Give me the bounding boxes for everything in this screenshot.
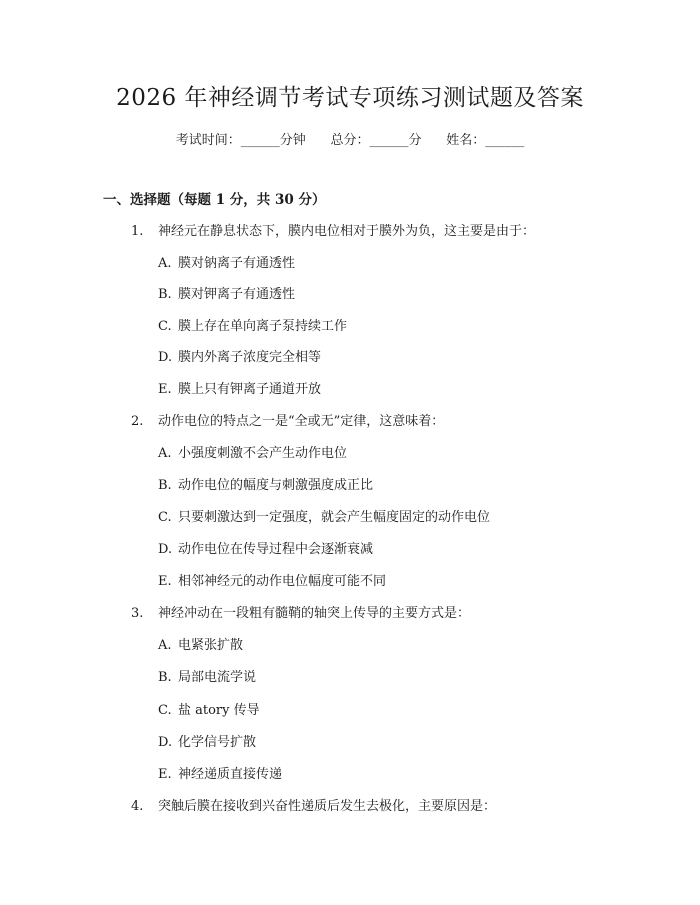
option-text: 动作电位在传导过程中会逐渐衰减 xyxy=(178,542,374,557)
option-1d xyxy=(158,348,321,368)
option-text: 化学信号扩散 xyxy=(178,735,257,750)
option-3d xyxy=(158,733,256,753)
option-3a xyxy=(158,636,243,656)
question-number: 4. xyxy=(131,799,144,814)
option-letter: D. xyxy=(158,735,173,750)
option-letter: E. xyxy=(158,382,172,397)
option-letter: B. xyxy=(158,478,172,493)
option-letter: E. xyxy=(158,574,172,589)
option-letter: E. xyxy=(158,767,172,782)
option-3e xyxy=(158,765,282,785)
question-2 xyxy=(131,412,444,432)
option-text: 电紧张扩散 xyxy=(178,638,244,653)
option-2d xyxy=(158,540,373,560)
option-1a xyxy=(158,254,295,274)
option-letter: C. xyxy=(158,319,172,334)
option-letter: D. xyxy=(158,350,173,365)
page-title: 2026 年神经调节考试专项练习测试题及答案 xyxy=(116,85,584,111)
question-3 xyxy=(131,604,470,624)
option-1b xyxy=(158,285,295,305)
option-text: 膜内外离子浓度完全相等 xyxy=(178,350,322,365)
option-letter: D. xyxy=(158,542,173,557)
question-number: 3. xyxy=(131,606,144,621)
option-3b xyxy=(158,668,256,688)
question-4 xyxy=(131,797,496,817)
option-text: 膜对钠离子有通透性 xyxy=(178,256,296,271)
option-1c xyxy=(158,317,347,337)
option-text: 动作电位的幅度与刺激强度成正比 xyxy=(178,478,374,493)
option-text: 只要刺激达到一定强度，就会产生幅度固定的动作电位 xyxy=(178,510,491,525)
option-2a xyxy=(158,444,347,464)
option-2b xyxy=(158,476,373,496)
option-3c xyxy=(158,701,260,721)
option-text: 相邻神经元的动作电位幅度可能不同 xyxy=(178,574,387,589)
option-text: 盐 atory 传导 xyxy=(178,703,260,718)
option-2e xyxy=(158,572,386,592)
option-2c xyxy=(158,508,490,528)
option-letter: B. xyxy=(158,287,172,302)
option-letter: C. xyxy=(158,510,172,525)
question-text: 神经冲动在一段粗有髓鞘的轴突上传导的主要方式是： xyxy=(158,606,471,621)
question-text: 神经元在静息状态下，膜内电位相对于膜外为负，这主要是由于： xyxy=(158,224,536,239)
question-number: 1. xyxy=(131,224,144,239)
option-letter: B. xyxy=(158,670,172,685)
option-text: 膜上只有钾离子通道开放 xyxy=(178,382,322,397)
question-1 xyxy=(131,222,535,242)
option-letter: C. xyxy=(158,703,172,718)
section-heading: 一、选择题（每题 1 分，共 30 分） xyxy=(103,192,326,208)
question-number: 2. xyxy=(131,414,144,429)
option-text: 膜对钾离子有通透性 xyxy=(178,287,296,302)
option-text: 小强度刺激不会产生动作电位 xyxy=(178,446,348,461)
option-text: 局部电流学说 xyxy=(178,670,257,685)
option-letter: A. xyxy=(158,446,172,461)
question-text: 突触后膜在接收到兴奋性递质后发生去极化，主要原因是： xyxy=(158,799,497,814)
option-letter: A. xyxy=(158,638,172,653)
exam-info-line: 考试时间：______分钟 总分：______分 姓名：______ xyxy=(175,133,525,148)
option-letter: A. xyxy=(158,256,172,271)
option-text: 神经递质直接传递 xyxy=(178,767,283,782)
option-1e xyxy=(158,380,321,400)
option-text: 膜上存在单向离子泵持续工作 xyxy=(178,319,348,334)
question-text: 动作电位的特点之一是“全或无”定律，这意味着： xyxy=(158,414,445,429)
